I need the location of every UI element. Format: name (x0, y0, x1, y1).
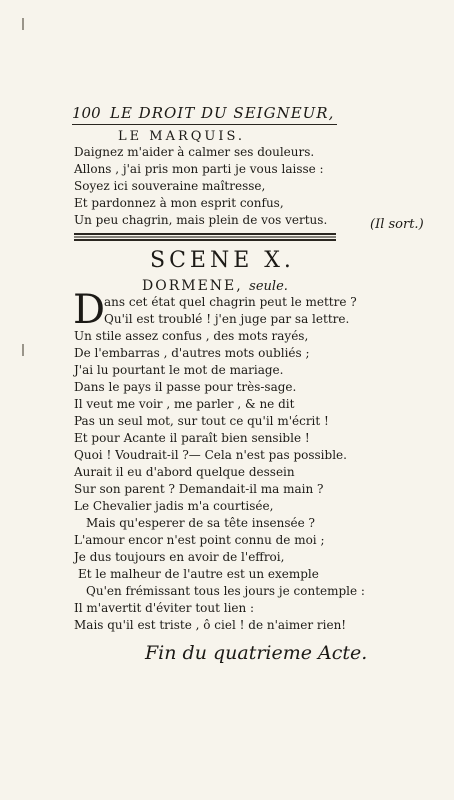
header-rule (72, 124, 337, 125)
verse-line: Mais qu'esperer de sa tête insensée ? (86, 516, 315, 530)
verse-line: Daignez m'aider à calmer ses douleurs. (74, 145, 315, 159)
stage-note: seule. (249, 279, 288, 294)
verse-line: Aurait il eu d'abord quelque dessein (74, 465, 295, 479)
verse-line: L'amour encor n'est point connu de moi ; (74, 533, 325, 547)
verse-line: Un peu chagrin, mais plein de vos vertus. (74, 213, 328, 227)
verse-line: Et pour Acante il paraît bien sensible ! (74, 431, 310, 445)
margin-mark (22, 344, 24, 356)
verse-line: Qu'il est troublé ! j'en juge par sa lettre. (104, 312, 350, 326)
page-number: 100 (72, 104, 101, 122)
verse-line: ans cet état quel chagrin peut le mettre ? (104, 295, 357, 309)
speaker-name: LE MARQUIS. (118, 129, 246, 144)
verse-line: Et le malheur de l'autre est un exemple (78, 567, 319, 581)
verse-line: Et pardonnez à mon esprit confus, (74, 196, 284, 210)
scene-character (142, 278, 288, 294)
verse-line: Qu'en frémissant tous les jours je contemple : (86, 584, 365, 598)
verse-line: Quoi ! Voudrait-il ?— Cela n'est pas possible. (74, 448, 347, 462)
running-title: LE DROIT DU SEIGNEUR, (110, 104, 335, 122)
verse-line: Sur son parent ? Demandait-il ma main ? (74, 482, 324, 496)
verse-line: Il veut me voir , me parler , & ne dit (74, 397, 295, 411)
character-name: DORMENE, (142, 278, 243, 294)
margin-mark (22, 18, 24, 30)
verse-line: Pas un seul mot, sur tout ce qu'il m'écrit ! (74, 414, 329, 428)
verse-line: Je dus toujours en avoir de l'effroi, (74, 550, 285, 564)
running-header (72, 104, 342, 126)
verse-line: Mais qu'il est triste , ô ciel ! de n'aimer rien! (74, 618, 347, 632)
verse-line: J'ai lu pourtant le mot de mariage. (74, 363, 284, 377)
verse-line: Un stile assez confus , des mots rayés, (74, 329, 309, 343)
act-ending: Fin du quatrieme Acte. (145, 642, 368, 664)
stage-direction: (Il sort.) (370, 217, 424, 232)
drop-cap: D (73, 287, 106, 333)
verse-line: Allons , j'ai pris mon parti je vous laisse : (74, 162, 324, 176)
ornamental-rule (74, 233, 336, 241)
verse-line: Le Chevalier jadis m'a courtisée, (74, 499, 274, 513)
verse-line: Soyez ici souveraine maîtresse, (74, 179, 266, 193)
verse-line: De l'embarras , d'autres mots oubliés ; (74, 346, 310, 360)
scene-heading: SCENE X. (150, 248, 295, 273)
verse-line: Il m'avertit d'éviter tout lien : (74, 601, 255, 615)
verse-line: Dans le pays il passe pour très-sage. (74, 380, 297, 394)
